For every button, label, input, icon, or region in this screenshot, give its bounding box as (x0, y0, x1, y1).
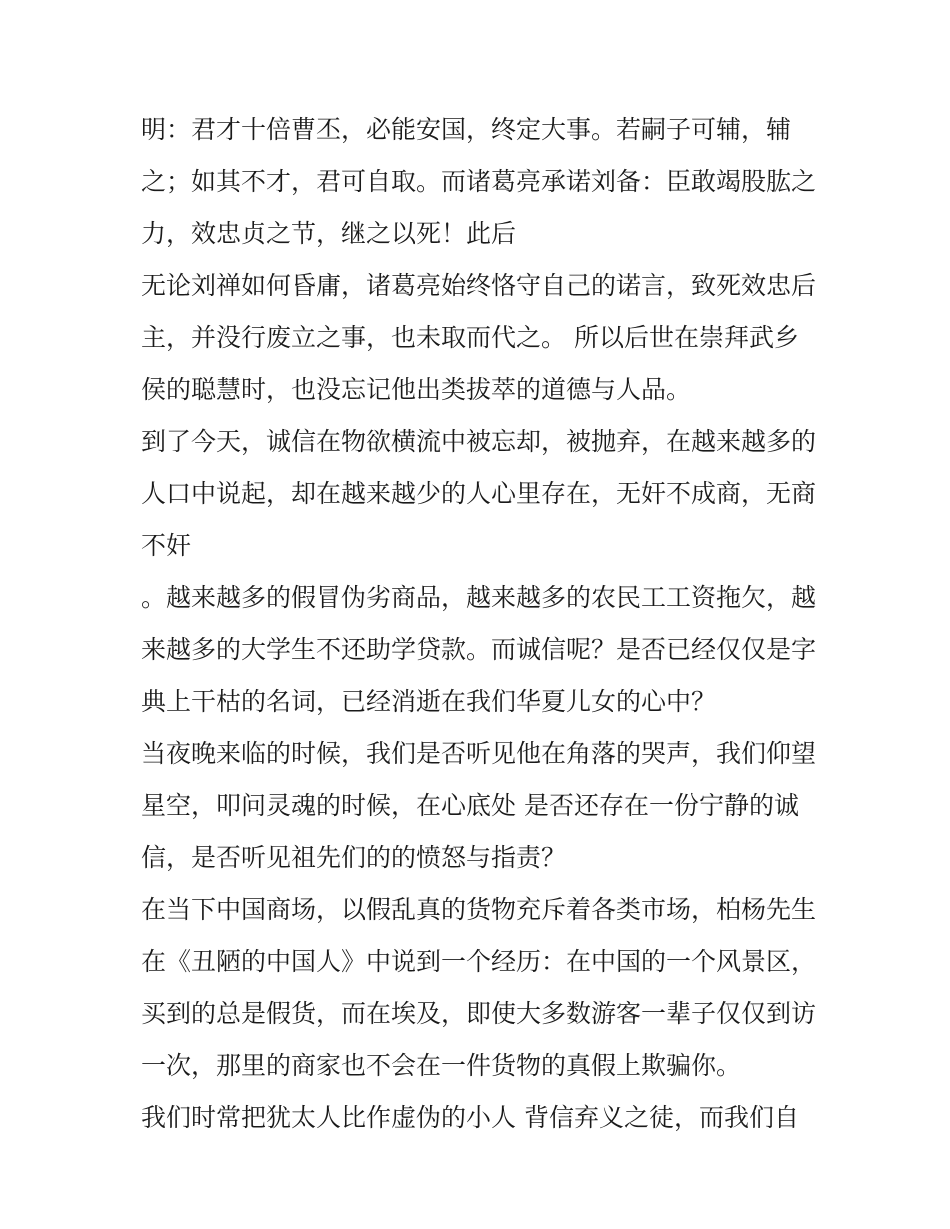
text-line: 典上干枯的名词，已经消逝在我们华夏儿女的心中？ (141, 687, 717, 716)
text-line: 侯的聪慧时，也没忘记他出类拔萃的道德与人品。 (141, 375, 692, 404)
text-line: 我们时常把犹太人比作虚伪的小人 背信弃义之徒，而我们自 (141, 1103, 799, 1132)
text-line: 到了今天，诚信在物欲横流中被忘却，被抛弃，在越来越多的 (141, 427, 817, 456)
text-line: 在当下中国商场，以假乱真的货物充斥着各类市场，柏杨先生 (141, 895, 817, 924)
text-line: 一次，那里的商家也不会在一件货物的真假上欺骗你。 (141, 1051, 742, 1080)
text-line: 来越多的大学生不还助学贷款。而诚信呢？是否已经仅仅是字 (141, 635, 817, 664)
text-line: 不奸 (141, 531, 192, 560)
text-line: 无论刘禅如何昏庸，诸葛亮始终恪守自己的诺言，致死效忠后 (141, 271, 817, 300)
text-line: 。越来越多的假冒伪劣商品，越来越多的农民工工资拖欠，越 (141, 583, 817, 612)
text-line: 星空，叩问灵魂的时候，在心底处 是否还存在一份宁静的诚 (141, 791, 799, 820)
document-body (141, 104, 821, 1144)
text-line: 当夜晚来临的时候，我们是否听见他在角落的哭声，我们仰望 (141, 739, 817, 768)
text-line: 在《丑陋的中国人》中说到一个经历：在中国的一个风景区， (141, 947, 817, 976)
text-line: 之；如其不才，君可自取。而诸葛亮承诺刘备：臣敢竭股肱之 (141, 167, 817, 196)
text-line: 明：君才十倍曹丕，必能安国，终定大事。若嗣子可辅，辅 (141, 115, 792, 144)
text-line: 信，是否听见祖先们的的愤怒与指责？ (141, 843, 567, 872)
text-line: 力，效忠贞之节，继之以死！此后 (141, 219, 517, 248)
text-line: 人口中说起，却在越来越少的人心里存在，无奸不成商，无商 (141, 479, 817, 508)
text-line: 主，并没行废立之事，也未取而代之。 所以后世在崇拜武乡 (141, 323, 799, 352)
text-line: 买到的总是假货，而在埃及，即使大多数游客一辈子仅仅到访 (141, 999, 817, 1028)
